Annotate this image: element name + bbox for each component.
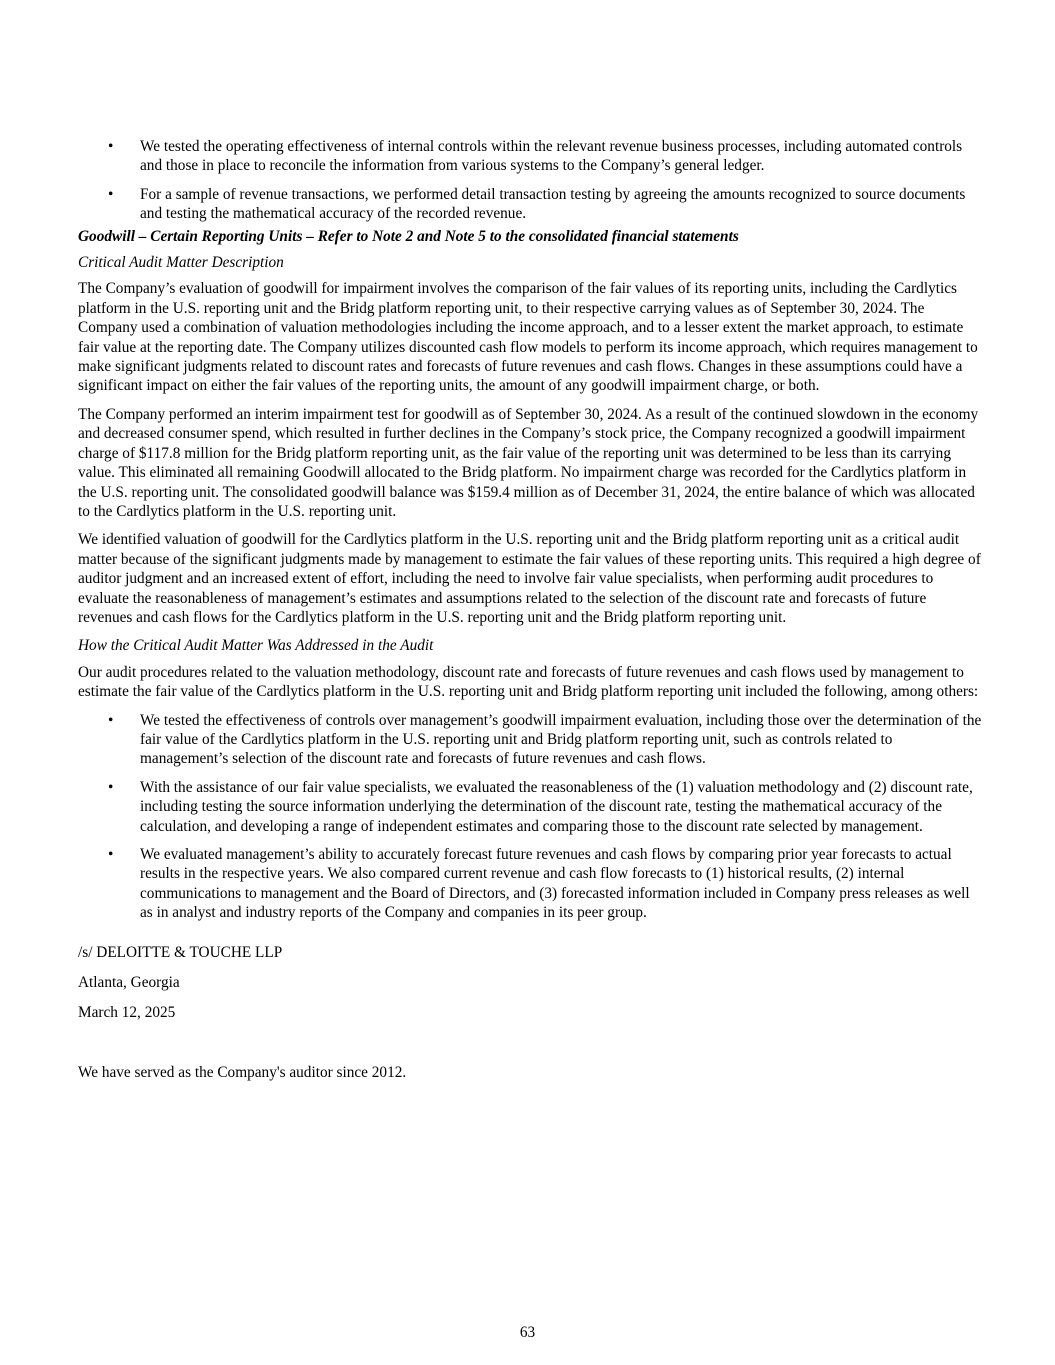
list-item-text: We tested the effectiveness of controls over management’s goodwill impairment evaluation, including those over the determination of the fair value of the Cardlytics platform in the U.S. reporting unit and Bridg platform reporting unit, such as controls related to management’s selection of the discount rate and forecasts of future revenues and cash flows. xyxy=(140,711,982,768)
addressed-intro-paragraph: Our audit procedures related to the valuation methodology, discount rate and forecasts of future revenues and cash flows used by management to estimate the fair value of the Cardlytics platform in the U.S. reporting unit and Bridg platform reporting unit included the following, among others: xyxy=(78,663,979,701)
goodwill-procedures-list xyxy=(78,711,982,923)
list-item xyxy=(78,185,982,224)
description-paragraph: The Company’s evaluation of goodwill for impairment involves the comparison of the fair values of its reporting units, including the Cardlytics platform in the U.S. reporting unit and the Bridg platform reporting unit, to their respective carrying values as of September 30, 2024. The Company used a combination of valuation methodologies including the income approach, and to a lesser extent the market approach, to estimate fair value at the reporting date. The Company utilizes discounted cash flow models to perform its income approach, which requires management to make significant judgments related to discount rates and forecasts of future revenues and cash flows. Changes in these assumptions could have a significant impact on either the fair values of the reporting units, the amount of any goodwill impairment charge, or both. xyxy=(78,280,978,395)
list-item xyxy=(78,845,982,923)
list-item-text: With the assistance of our fair value specialists, we evaluated the reasonableness of the (1) valuation methodology and (2) discount rate, including testing the source information underlying the determination of the discount rate, testing the mathematical accuracy of the calculation, and developing a range of independent estimates and comparing those to the discount rate selected by management. xyxy=(140,778,973,835)
how-addressed-heading: How the Critical Audit Matter Was Addressed in the Audit xyxy=(78,637,434,655)
signature-date: March 12, 2025 xyxy=(78,1004,176,1022)
signature-location: Atlanta, Georgia xyxy=(78,974,180,992)
revenue-procedures-list xyxy=(78,137,982,224)
list-item-text: We tested the operating effectiveness of internal controls within the relevant revenue business processes, including automated controls and those in place to reconcile the information from various systems to the Company’s general ledger. xyxy=(140,138,963,175)
bullet-marker: • xyxy=(108,185,114,203)
signature-block xyxy=(78,943,982,1023)
critical-audit-matter-description-heading: Critical Audit Matter Description xyxy=(78,254,284,272)
list-item xyxy=(78,778,982,836)
bullet-marker: • xyxy=(108,846,114,863)
auditor-tenure-statement: We have served as the Company's auditor since 2012. xyxy=(78,1063,407,1081)
bullet-marker: • xyxy=(108,138,114,155)
bullet-marker: • xyxy=(108,711,114,729)
list-item xyxy=(78,137,982,176)
page-number: 63 xyxy=(519,1324,536,1341)
list-item-text: We evaluated management’s ability to accurately forecast future revenues and cash flows by comparing prior year forecasts to actual results in the respective years. We also compared current revenue and cash flow forecasts to (1) historical results, (2) internal communications to management and the Board of Directors, and (3) forecasted information included in Company press releases as well as in analyst and industry reports of the Company and companies in its peer group. xyxy=(140,846,970,922)
list-item-text: For a sample of revenue transactions, we performed detail transaction testing by agreeing the amounts recognized to source documents and testing the mathematical accuracy of the recorded revenue. xyxy=(140,185,966,223)
firm-signature: /s/ DELOITTE & TOUCHE LLP xyxy=(78,943,283,961)
list-item xyxy=(78,711,982,769)
bullet-marker: • xyxy=(108,778,114,796)
description-paragraph: We identified valuation of goodwill for the Cardlytics platform in the U.S. reporting unit and the Bridg platform reporting unit as a critical audit matter because of the significant judgments made by management to estimate the fair values of these reporting units. This required a high degree of auditor judgment and an increased extent of effort, including the need to involve fair value specialists, when performing audit procedures to evaluate the reasonableness of management’s estimates and assumptions related to the selection of the discount rate and forecasts of future revenues and cash flows for the Cardlytics platform in the U.S. reporting unit and the Bridg platform reporting unit. xyxy=(78,531,981,626)
document-page xyxy=(78,137,982,1091)
description-paragraph: The Company performed an interim impairment test for goodwill as of September 30, 2024. As a result of the continued slowdown in the economy and decreased consumer spend, which resulted in further declines in the Company’s stock price, the Company recognized a goodwill impairment charge of $117.8 million for the Bridg platform reporting unit, as the fair value of the reporting unit was determined to be less than its carrying value. This eliminated all remaining Goodwill allocated to the Bridg platform. No impairment charge was recorded for the Cardlytics platform in the U.S. reporting unit. The consolidated goodwill balance was $159.4 million as of December 31, 2024, the entire balance of which was allocated to the Cardlytics platform in the U.S. reporting unit. xyxy=(78,405,979,520)
goodwill-section-heading: Goodwill – Certain Reporting Units – Refer to Note 2 and Note 5 to the consolidated financial statements xyxy=(78,227,739,245)
